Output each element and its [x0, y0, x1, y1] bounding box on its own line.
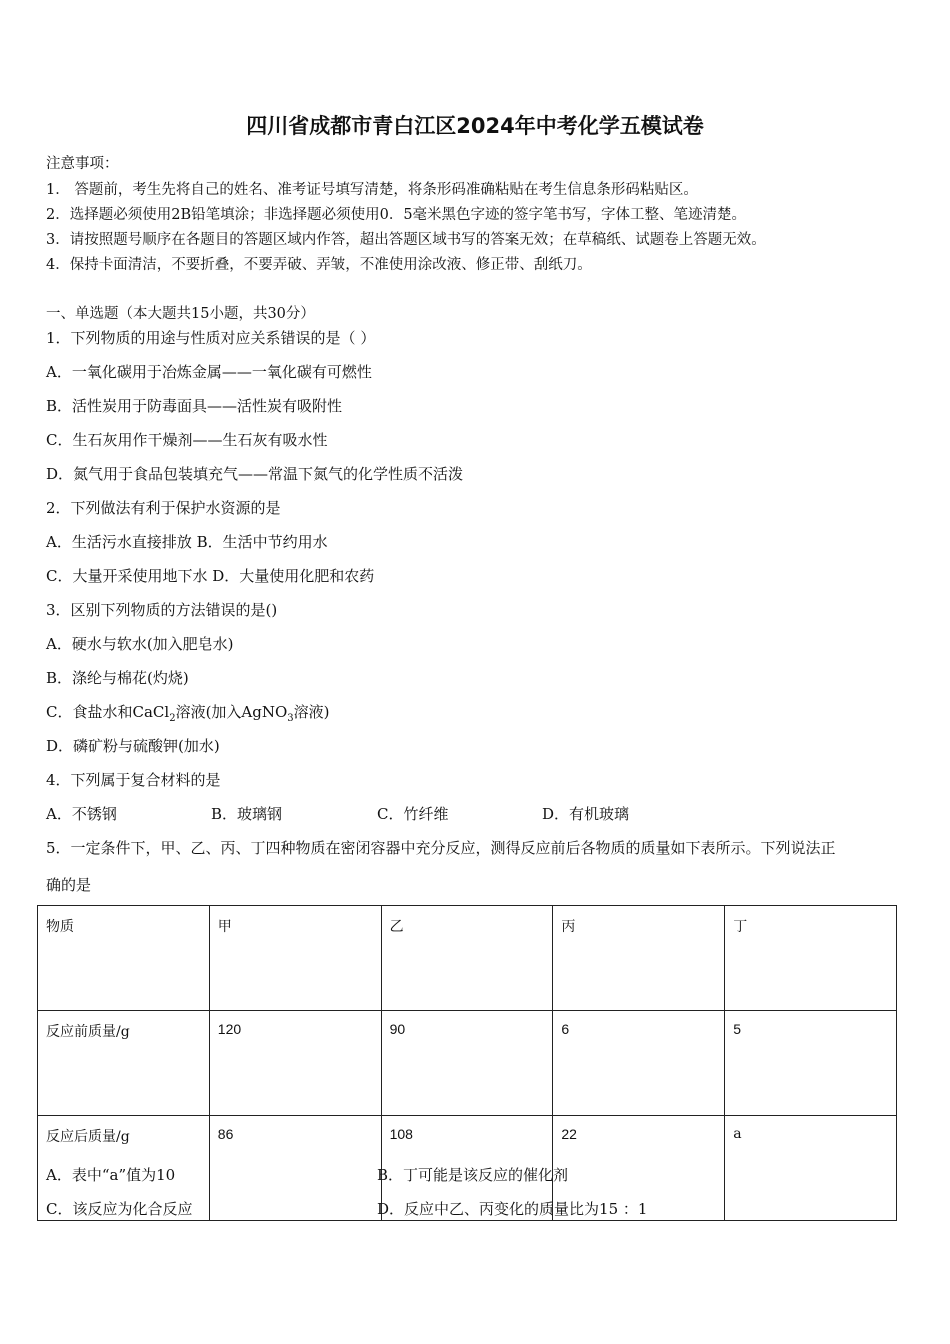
question-5-option-b: B．丁可能是该反应的催化剂 — [377, 1166, 569, 1184]
table-row — [38, 906, 897, 1011]
table-cell: 5 — [725, 1011, 897, 1116]
table-cell: 反应前质量/g — [38, 1011, 210, 1116]
table-row — [38, 1011, 897, 1116]
table-cell: 丁 — [725, 906, 897, 1011]
question-1-option-b: B．活性炭用于防毒面具——活性炭有吸附性 — [46, 397, 343, 415]
notice-heading: 注意事项： — [46, 156, 119, 172]
question-5-stem: 5．一定条件下，甲、乙、丙、丁四种物质在密闭容器中充分反应，测得反应前后各物质的质量如下表所示。下列说法正 — [46, 839, 836, 857]
subscript: 3 — [287, 713, 294, 724]
table-cell: 物质 — [38, 906, 210, 1011]
table-cell: 22 — [553, 1116, 725, 1221]
option-c-text: 溶液(加入AgNO — [175, 703, 288, 721]
question-3-stem: 3．区别下列物质的方法错误的是() — [46, 601, 278, 619]
question-3-option-a: A．硬水与软水(加入肥皂水) — [46, 635, 234, 653]
question-3-option-b: B．涤纶与棉花(灼烧) — [46, 669, 189, 687]
question-4-option-a: A．不锈钢 — [46, 805, 117, 823]
question-4-option-c: C．竹纤维 — [377, 805, 449, 823]
table-cell: 甲 — [209, 906, 381, 1011]
question-5-option-c: C．该反应为化合反应 — [46, 1200, 193, 1218]
question-1-option-c: C．生石灰用作干燥剂——生石灰有吸水性 — [46, 431, 328, 449]
table-cell: 86 — [209, 1116, 381, 1221]
table-cell: 120 — [209, 1011, 381, 1116]
table-cell: 90 — [381, 1011, 553, 1116]
table-cell: 108 — [381, 1116, 553, 1221]
question-1-stem: 1．下列物质的用途与性质对应关系错误的是（ ） — [46, 329, 376, 347]
question-3-option-d: D．磷矿粉与硫酸钾(加水) — [46, 737, 220, 755]
question-3-option-c — [46, 701, 330, 724]
table-cell: 反应后质量/g — [38, 1116, 210, 1221]
notice-item: 2．选择题必须使用2B铅笔填涂；非选择题必须使用0．5毫米黑色字迹的签字笔书写，字体工整、笔迹清楚。 — [46, 207, 747, 223]
page-title: 四川省成都市青白江区2024年中考化学五模试卷 — [246, 114, 704, 138]
question-5-option-d: D．反应中乙、丙变化的质量比为15 ：1 — [377, 1200, 648, 1218]
subscript: 2 — [169, 713, 176, 724]
option-c-text: C．食盐水和CaCl — [46, 703, 170, 721]
option-c-text: 溶液) — [293, 703, 330, 721]
section-heading: 一、单选题（本大题共15小题，共30分） — [46, 306, 315, 322]
question-2-stem: 2．下列做法有利于保护水资源的是 — [46, 499, 281, 517]
question-1-option-a: A．一氧化碳用于冶炼金属——一氧化碳有可燃性 — [46, 363, 372, 381]
notice-item: 4．保持卡面清洁，不要折叠，不要弄破、弄皱，不准使用涂改液、修正带、刮纸刀。 — [46, 257, 592, 273]
question-5-stem-cont: 确的是 — [46, 876, 92, 894]
question-4-option-d: D．有机玻璃 — [542, 805, 630, 823]
question-5-option-a: A．表中“a”值为10 — [46, 1166, 176, 1184]
table-cell: 6 — [553, 1011, 725, 1116]
question-2-options-cd: C．大量开采使用地下水 D．大量使用化肥和农药 — [46, 567, 375, 585]
question-1-option-d: D．氮气用于食品包装填充气——常温下氮气的化学性质不活泼 — [46, 465, 464, 483]
question-4-stem: 4．下列属于复合材料的是 — [46, 771, 221, 789]
question-2-options-ab: A．生活污水直接排放 B．生活中节约用水 — [46, 533, 328, 551]
notice-item: 3．请按照题号顺序在各题目的答题区域内作答，超出答题区域书写的答案无效；在草稿纸、试题卷上答题无效。 — [46, 232, 766, 248]
question-4-option-b: B．玻璃钢 — [211, 805, 283, 823]
table-cell: a — [725, 1116, 897, 1221]
table-cell: 丙 — [553, 906, 725, 1011]
notice-item: 1． 答题前，考生先将自己的姓名、准考证号填写清楚，将条形码准确粘贴在考生信息条形码粘贴区。 — [46, 182, 698, 198]
table-cell: 乙 — [381, 906, 553, 1011]
